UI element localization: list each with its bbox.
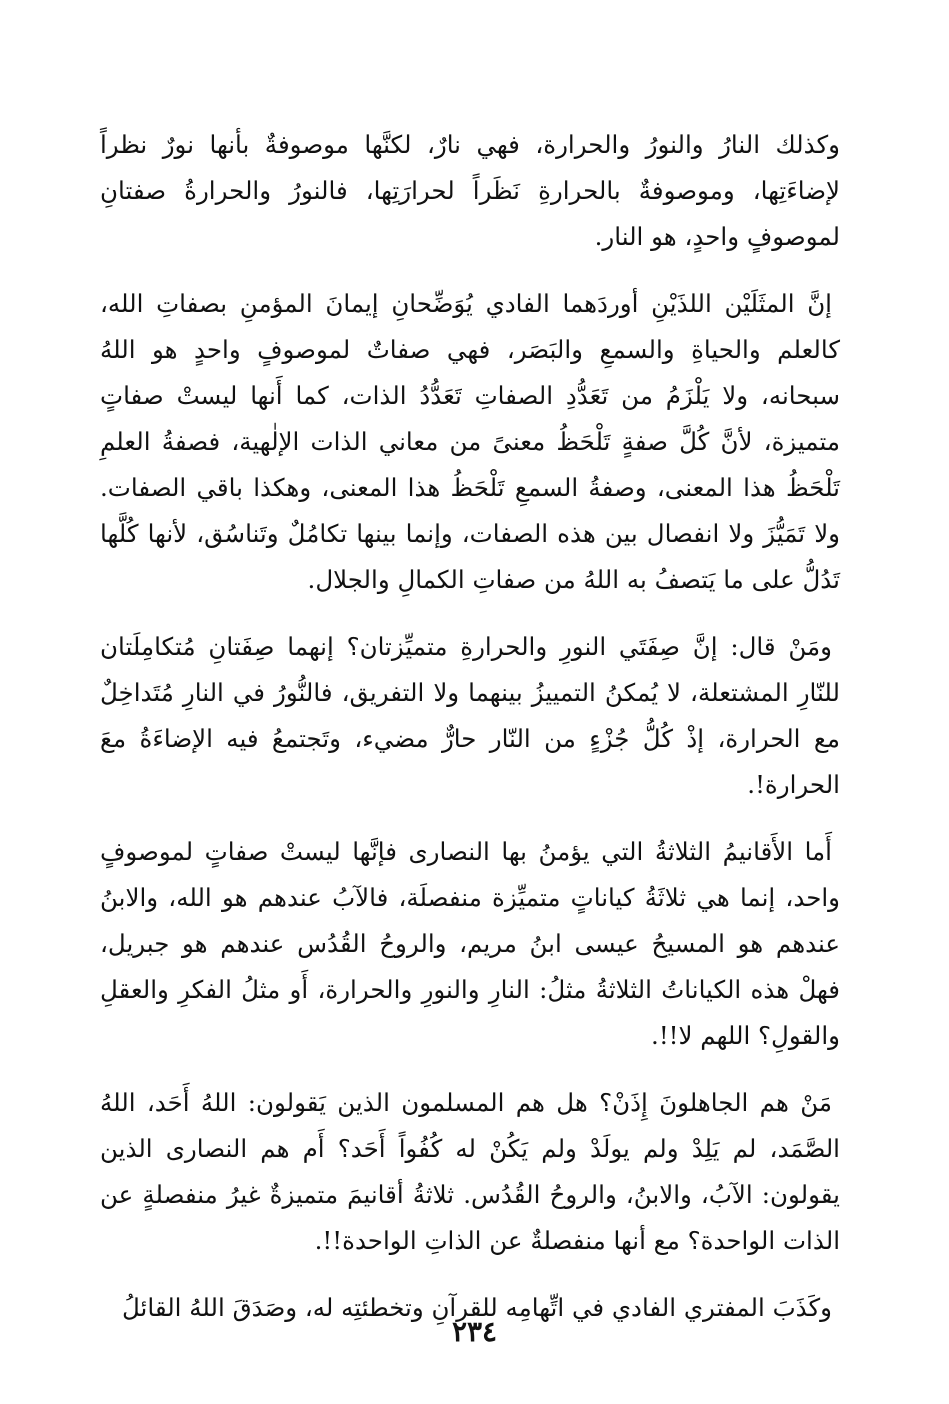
paragraph-3: ومَنْ قال: إنَّ صِفَتَي النورِ والحرارةِ متميِّزتان؟ إنهما صِفَتانِ مُتكامِلَتان للنّارِ المشتعلة، لا يُمكنُ التمييزُ بينهما ولا التفريق، فالنُّورُ في النارِ مُتَداخِلٌ مع الحرارة، إذْ كُلُّ جُزْءٍ من النّار حارٌّ مضيء، وتَجتمعُ فيه الإضاءَةُ معَ الحرارة!. (100, 632, 840, 799)
paragraph-1: وكذلك النارُ والنورُ والحرارة، فهي نارٌ، لكنَّها موصوفةٌ بأنها نورٌ نظراً لإضاءَتِها، وموصوفةٌ بالحرارةِ نَظَراً لحرارَتِها، فالنورُ والحرارةُ صفتانِ لموصوفٍ واحدٍ، هو النار. (100, 130, 840, 251)
page-body (100, 122, 840, 1352)
paragraph-2: إنَّ المثَلَيْن اللذَيْنِ أوردَهما الفادي يُوَضِّحانِ إيمانَ المؤمنِ بصفاتِ الله، كالعلم والحياةِ والسمعِ والبَصَر، فهي صفاتٌ لموصوفٍ واحدٍ هو اللهُ سبحانه، ولا يَلْزَمُ من تَعَدُّدِ الصفاتِ تَعَدُّدُ الذات، كما أَنها ليستْ صفاتٍ متميزة، لأنَّ كُلَّ صفةٍ تَلْحَظُ معنىً من معاني الذات الإلٰهية، فصفةُ العلمِ تَلْحَظُ هذا المعنى، وصفةُ السمعِ تَلْحَظُ هذا المعنى، وهكذا باقي الصفات. ولا تَمَيُّزَ ولا انفصال بين هذه الصفات، وإنما بينها تكامُلٌ وتَناسُق، لأنها كُلَّها تَدُلُّ على ما يَتصفُ به اللهُ من صفاتِ الكمالِ والجلال. (100, 289, 840, 594)
paragraph-6: وكَذَبَ المفتري الفادي في اتِّهامِه للقرآنِ وتخطئتِه له، وصَدَقَ اللهُ القائلُ (121, 1293, 832, 1322)
page-number: ٢٣٤ (451, 1315, 498, 1348)
paragraph-5: مَنْ هم الجاهلونَ إِذَنْ؟ هل هم المسلمون الذين يَقولون: اللهُ أَحَد، اللهُ الصَّمَد، لم يَلِدْ ولم يولَدْ ولم يَكُنْ له كُفُواً أَحَد؟ أَم هم النصارى الذين يقولون: الآبُ، والابنُ، والروحُ القُدُس. ثلاثةُ أقانيمَ متميزةٌ غيرُ منفصلةٍ عن الذات الواحدة؟ مع أنها منفصلةٌ عن الذاتِ الواحدة!!. (100, 1088, 840, 1255)
paragraph-4: أَما الأَقانيمُ الثلاثةُ التي يؤمنُ بها النصارى فإنَّها ليستْ صفاتٍ لموصوفٍ واحد، إنما هي ثلاثَةُ كياناتٍ متميِّزة منفصلَة، فالآبُ عندهم هو الله، والابنُ عندهم هو المسيحُ عيسى ابنُ مريم، والروحُ القُدُس عندهم هو جبريل، فهلْ هذه الكياناتُ الثلاثةُ مثلُ: النارِ والنورِ والحرارة، أَو مثلُ الفكرِ والعقلِ والقولِ؟ اللهم لا!!. (100, 837, 840, 1050)
